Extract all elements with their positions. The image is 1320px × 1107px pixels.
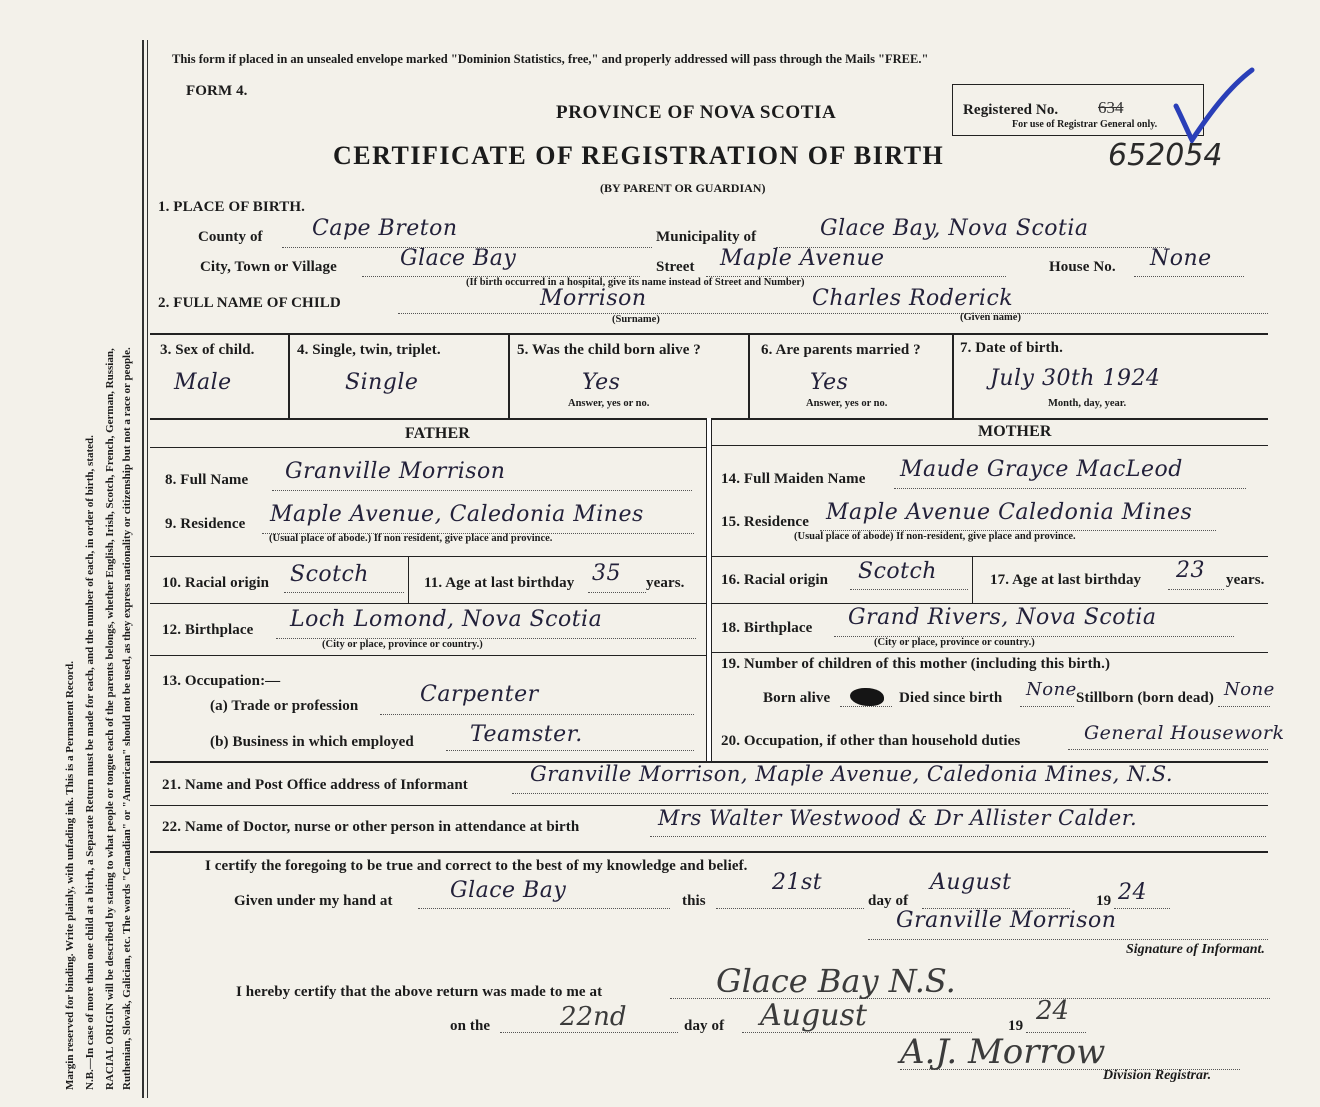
page-subtitle: (BY PARENT OR GUARDIAN) (600, 181, 766, 195)
county-value: Cape Breton (312, 216, 458, 241)
mother-residence: Maple Avenue Caledonia Mines (826, 500, 1193, 525)
mother-res-label: 15. Residence (721, 514, 809, 530)
father-residence: Maple Avenue, Caledonia Mines (270, 502, 644, 527)
mother-heading: MOTHER (978, 423, 1052, 440)
father-business: Teamster. (470, 722, 583, 747)
father-birthplace: Loch Lomond, Nova Scotia (290, 607, 603, 632)
mother-racial: Scotch (858, 559, 937, 584)
alive-label: 5. Was the child born alive ? (517, 342, 701, 358)
sidebar-line-3: RACIAL ORIGIN will be described by stating to what people or tongue each of the parents belongs, whether English, Irish, Scotch, French, German, Russian, (104, 348, 116, 1090)
informant-value: Granville Morrison, Maple Avenue, Caledonia Mines, N.S. (530, 762, 1174, 786)
father-racial: Scotch (290, 562, 369, 587)
married-note: Answer, yes or no. (806, 398, 888, 409)
registrar-signature: A.J. Morrow (900, 1032, 1106, 1072)
mother-occupation: General Housework (1084, 722, 1285, 744)
certify-year: 24 (1118, 880, 1147, 905)
child-name-label: 2. FULL NAME OF CHILD (158, 295, 341, 311)
given-name-note: (Given name) (960, 312, 1021, 323)
father-birthplace-label: 12. Birthplace (162, 622, 254, 638)
father-res-note: (Usual place of abode.) If non resident, give place and province. (269, 533, 553, 544)
house-label: House No. (1049, 259, 1116, 275)
sex-value: Male (174, 370, 232, 395)
father-racial-label: 10. Racial origin (162, 575, 270, 591)
informant-signature: Granville Morrison (896, 908, 1117, 933)
certify-year-prefix: 19 (1096, 893, 1112, 909)
stillborn-value: None (1224, 679, 1275, 700)
certify-day: 21st (772, 870, 823, 895)
registered-note: For use of Registrar General only. (1012, 119, 1158, 130)
died-label: Died since birth (899, 690, 1003, 706)
certify-statement: I certify the foregoing to be true and correct to the best of my knowledge and belief. (205, 858, 748, 874)
sidebar-line-2: N.B.—In case of more than one child at a birth, a Separate Return must be made for each, and the number of each, in order of birth, stated. (84, 435, 96, 1090)
father-name-label: 8. Full Name (165, 472, 249, 488)
house-value: None (1150, 246, 1212, 271)
registrar-year-prefix: 19 (1008, 1018, 1024, 1034)
form-number: FORM 4. (186, 83, 248, 99)
certify-day-label: day of (868, 893, 909, 909)
page-title: CERTIFICATE OF REGISTRATION OF BIRTH (333, 141, 945, 170)
born-alive-label: Born alive (763, 690, 831, 706)
mother-birthplace-label: 18. Birthplace (721, 620, 813, 636)
city-value: Glace Bay (400, 246, 517, 271)
dob-note: Month, day, year. (1048, 398, 1127, 409)
registrar-label: Division Registrar. (1103, 1068, 1212, 1083)
father-trade-label: (a) Trade or profession (210, 698, 359, 714)
doctor-label: 22. Name of Doctor, nurse or other person in attendance at birth (162, 819, 580, 835)
died-value: None (1026, 679, 1077, 700)
municipality-value: Glace Bay, Nova Scotia (820, 216, 1089, 241)
child-given-name: Charles Roderick (812, 286, 1014, 311)
place-of-birth-label: 1. PLACE OF BIRTH. (158, 199, 305, 215)
alive-value: Yes (582, 370, 621, 395)
registrar-year: 24 (1036, 996, 1070, 1026)
this-label: this (682, 893, 706, 909)
margin-rule-inner (147, 40, 148, 1098)
city-label: City, Town or Village (200, 259, 337, 275)
municipality-label: Municipality of (656, 229, 757, 245)
mother-occ-label: 20. Occupation, if other than household duties (721, 733, 1021, 749)
father-age: 35 (592, 561, 621, 586)
certificate-number: 652054 (1108, 138, 1223, 173)
mother-racial-label: 16. Racial origin (721, 572, 829, 588)
street-label: Street (656, 259, 695, 275)
mother-birthplace: Grand Rivers, Nova Scotia (848, 605, 1157, 630)
father-years: years. (646, 575, 685, 591)
mother-res-note: (Usual place of abode) If non-resident, give place and province. (794, 531, 1076, 542)
surname-note: (Surname) (612, 314, 660, 325)
registered-value: 634 (1098, 98, 1124, 117)
stillborn-label: Stillborn (born dead) (1076, 690, 1214, 706)
certify-month: August (930, 870, 1012, 895)
sex-label: 3. Sex of child. (160, 342, 255, 358)
dob-value: July 30th 1924 (990, 366, 1161, 391)
single-value: Single (345, 370, 419, 395)
father-business-label: (b) Business in which employed (210, 734, 414, 750)
registrar-place: Glace Bay N.S. (716, 962, 956, 1000)
province-heading: PROVINCE OF NOVA SCOTIA (556, 102, 837, 123)
father-name: Granville Morrison (285, 459, 506, 484)
margin-rule (142, 40, 144, 1098)
sidebar-line-4: Ruthenian, Slovak, Galician, etc. The words "Canadian" or "American" should not be used, as they express nationality or citizenship but not a race or people. (121, 347, 133, 1090)
father-birthplace-note: (City or place, province or country.) (322, 639, 483, 650)
informant-signature-label: Signature of Informant. (1126, 942, 1265, 957)
doctor-value: Mrs Walter Westwood & Dr Allister Calder. (658, 806, 1138, 830)
father-occ-label: 13. Occupation:— (162, 673, 281, 689)
father-age-label: 11. Age at last birthday (424, 575, 575, 591)
married-value: Yes (810, 370, 849, 395)
mother-years: years. (1226, 572, 1265, 588)
check-mark-icon (1168, 66, 1258, 146)
mother-age: 23 (1176, 558, 1205, 583)
registrar-on-label: on the (450, 1018, 491, 1034)
registrar-statement: I hereby certify that the above return was made to me at (236, 984, 603, 1000)
married-label: 6. Are parents married ? (761, 342, 921, 358)
alive-note: Answer, yes or no. (568, 398, 650, 409)
mother-birthplace-note: (City or place, province or country.) (874, 637, 1035, 648)
registrar-day: 22nd (560, 1002, 627, 1032)
child-surname: Morrison (540, 286, 647, 311)
dob-label: 7. Date of birth. (960, 340, 1063, 356)
mail-note: This form if placed in an unsealed envelope marked "Dominion Statistics, free," and properly addressed will pass through the Mails "FREE." (172, 52, 929, 66)
registrar-month: August (760, 998, 867, 1033)
mother-name: Maude Grayce MacLeod (900, 457, 1183, 482)
county-label: County of (198, 229, 263, 245)
father-trade: Carpenter (420, 682, 539, 707)
hospital-note: (If birth occurred in a hospital, give its name instead of Street and Number) (466, 277, 805, 288)
sidebar-line-1: Margin reserved for binding. Write plainly, with unfading ink. This is a Permanent Record. (64, 661, 76, 1090)
mother-age-label: 17. Age at last birthday (990, 572, 1142, 588)
father-res-label: 9. Residence (165, 516, 246, 532)
given-under-hand-label: Given under my hand at (234, 893, 393, 909)
informant-label: 21. Name and Post Office address of Informant (162, 777, 468, 793)
mother-name-label: 14. Full Maiden Name (721, 471, 866, 487)
given-place: Glace Bay (450, 878, 567, 903)
ink-blot-icon (850, 688, 884, 706)
street-value: Maple Avenue (720, 246, 885, 271)
single-label: 4. Single, twin, triplet. (297, 342, 441, 358)
mother-children-label: 19. Number of children of this mother (including this birth.) (721, 656, 1111, 672)
registered-label: Registered No. (963, 102, 1059, 118)
father-heading: FATHER (405, 425, 470, 442)
registrar-day-label: day of (684, 1018, 725, 1034)
